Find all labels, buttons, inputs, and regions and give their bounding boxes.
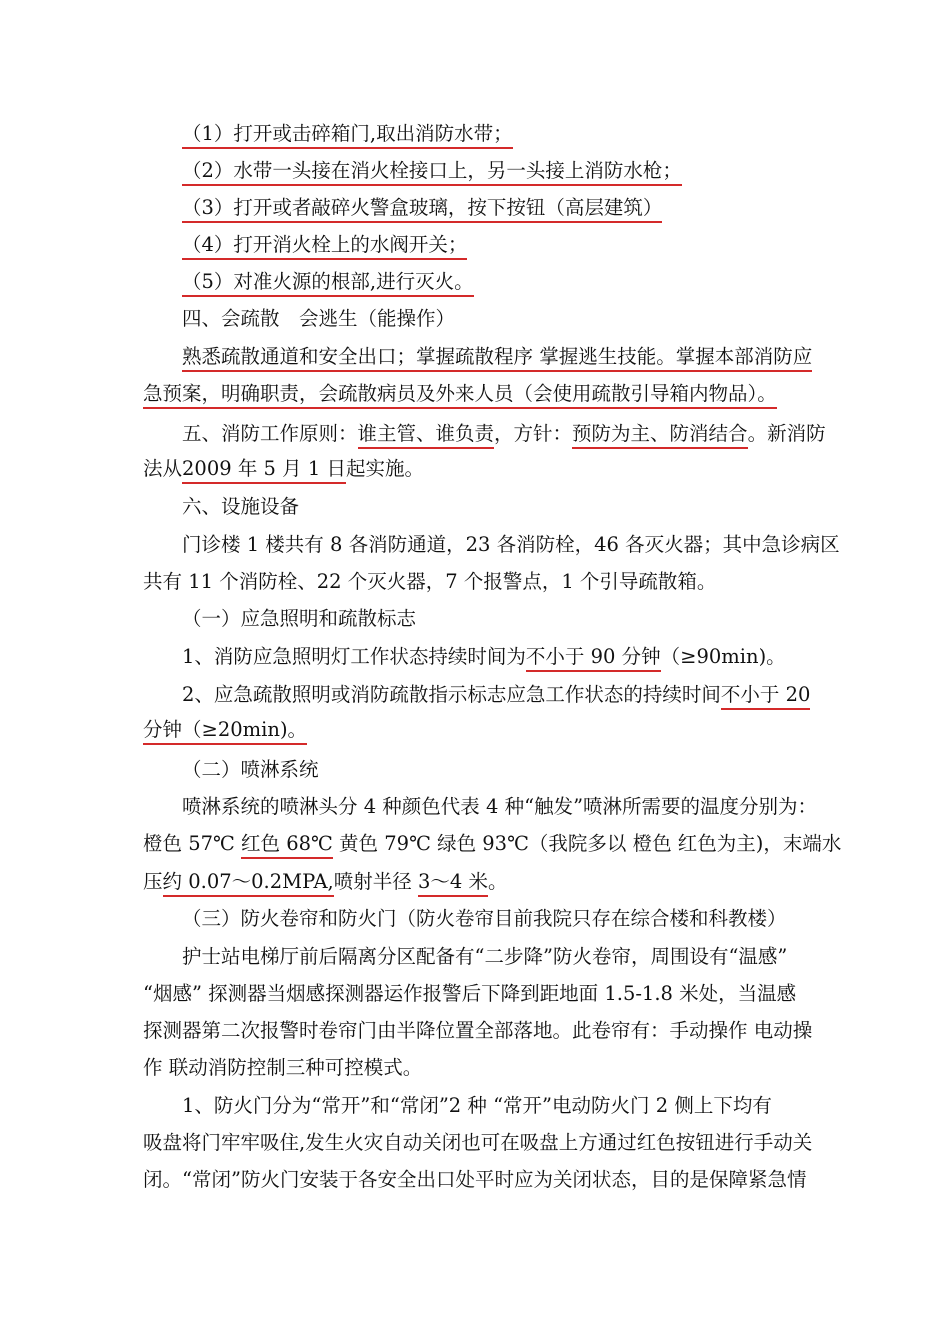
paragraph-line: 作 联动消防控制三种可控模式。 (143, 1056, 423, 1079)
paragraph-line (182, 682, 810, 708)
paragraph-line: 1、防火门分为“常开”和“常闭”2 种 “常开”电动防火门 2 侧上下均有 (182, 1094, 772, 1117)
text-segment: 黄色 79℃ 绿色 93℃（我院多以 橙色 红色为主)，末端水 (332, 832, 842, 855)
paragraph-line (143, 717, 307, 743)
paragraph-line: 门诊楼 1 楼共有 8 各消防通道，23 各消防栓，46 各灭火器；其中急诊病区 (182, 533, 840, 556)
subsection-heading: （一）应急照明和疏散标志 (182, 607, 417, 630)
step-1 (182, 121, 513, 147)
step-4 (182, 232, 467, 258)
underlined-text: 急预案，明确职责，会疏散病员及外来人员（会使用疏散引导箱内物品）。 (143, 382, 777, 409)
underlined-text: 谁主管、谁负责 (358, 422, 495, 449)
paragraph-line: 闭。“常闭”防火门安装于各安全出口处平时应为关闭状态，目的是保障紧急情 (143, 1168, 807, 1191)
underlined-text: 红色 68℃ (241, 832, 333, 859)
underlined-text: 熟悉疏散通道和安全出口；掌握疏散程序 掌握逃生技能。掌握本部消防应 (182, 345, 812, 372)
subsection-heading: （三）防火卷帘和防火门（防火卷帘目前我院只存在综合楼和科教楼） (182, 907, 787, 930)
paragraph-line (182, 421, 826, 447)
underlined-text: 不小于 90 分钟 (526, 645, 661, 672)
text-segment: （≥90min)。 (660, 645, 786, 668)
step-3 (182, 195, 662, 221)
text-segment: 橙色 57℃ (143, 832, 242, 855)
text-segment: 压 (143, 870, 163, 893)
text-segment: 五、消防工作原则： (182, 422, 358, 445)
paragraph-line (182, 644, 786, 670)
subsection-heading: （二）喷淋系统 (182, 758, 319, 781)
underlined-text: 预防为主、防消结合 (572, 422, 748, 449)
text-segment: 2、应急疏散照明或消防疏散指示标志应急工作状态的持续时间 (182, 683, 721, 706)
paragraph-line (182, 344, 812, 370)
underlined-text: （5）对准火源的根部,进行灭火。 (182, 270, 474, 297)
paragraph-line: 喷淋系统的喷淋头分 4 种颜色代表 4 种“触发”喷淋所需要的温度分别为： (182, 795, 818, 818)
underlined-text: （1）打开或击碎箱门,取出消防水带； (182, 122, 513, 149)
paragraph-line (143, 869, 507, 895)
text-segment: 。新消防 (747, 422, 826, 445)
paragraph-line: 吸盘将门牢牢吸住,发生火灾自动关闭也可在吸盘上方通过红色按钮进行手动关 (143, 1131, 813, 1154)
underlined-text: （4）打开消火栓上的水阀开关； (182, 233, 467, 260)
paragraph-line: 护士站电梯厅前后隔离分区配备有“二步降”防火卷帘，周围设有“温感” (182, 945, 788, 968)
text-segment: 喷射半径 (333, 870, 418, 893)
text-segment: 。 (487, 870, 508, 893)
underlined-text: 分钟（≥20min)。 (143, 718, 307, 745)
section-heading-6: 六、设施设备 (182, 495, 300, 518)
underlined-text: 2009 年 5 月 1 日 (182, 457, 346, 484)
underlined-text: 3～4 米 (418, 870, 488, 897)
step-2 (182, 158, 682, 184)
step-5 (182, 269, 474, 295)
paragraph-line: 共有 11 个消防栓、22 个灭火器，7 个报警点，1 个引导疏散箱。 (143, 570, 717, 593)
underlined-text: 约 0.07～0.2MPA, (163, 870, 334, 897)
section-heading-4: 四、会疏散 会逃生（能操作） (182, 307, 456, 330)
text-segment: ，方针： (494, 422, 573, 445)
paragraph-line (143, 456, 424, 482)
text-segment: 起实施。 (345, 457, 424, 480)
paragraph-line (143, 831, 841, 857)
paragraph-line (143, 381, 777, 407)
text-segment: 法从 (143, 457, 183, 480)
paragraph-line: “烟感” 探测器当烟感探测器运作报警后下降到距地面 1.5-1.8 米处，当温感 (143, 982, 797, 1005)
text-segment: 1、消防应急照明灯工作状态持续时间为 (182, 645, 526, 668)
underlined-text: 不小于 20 (721, 683, 811, 710)
underlined-text: （3）打开或者敲碎火警盒玻璃，按下按钮（高层建筑） (182, 196, 662, 223)
underlined-text: （2）水带一头接在消火栓接口上，另一头接上消防水枪； (182, 159, 682, 186)
paragraph-line: 探测器第二次报警时卷帘门由半降位置全部落地。此卷帘有：手动操作 电动操 (143, 1019, 813, 1042)
